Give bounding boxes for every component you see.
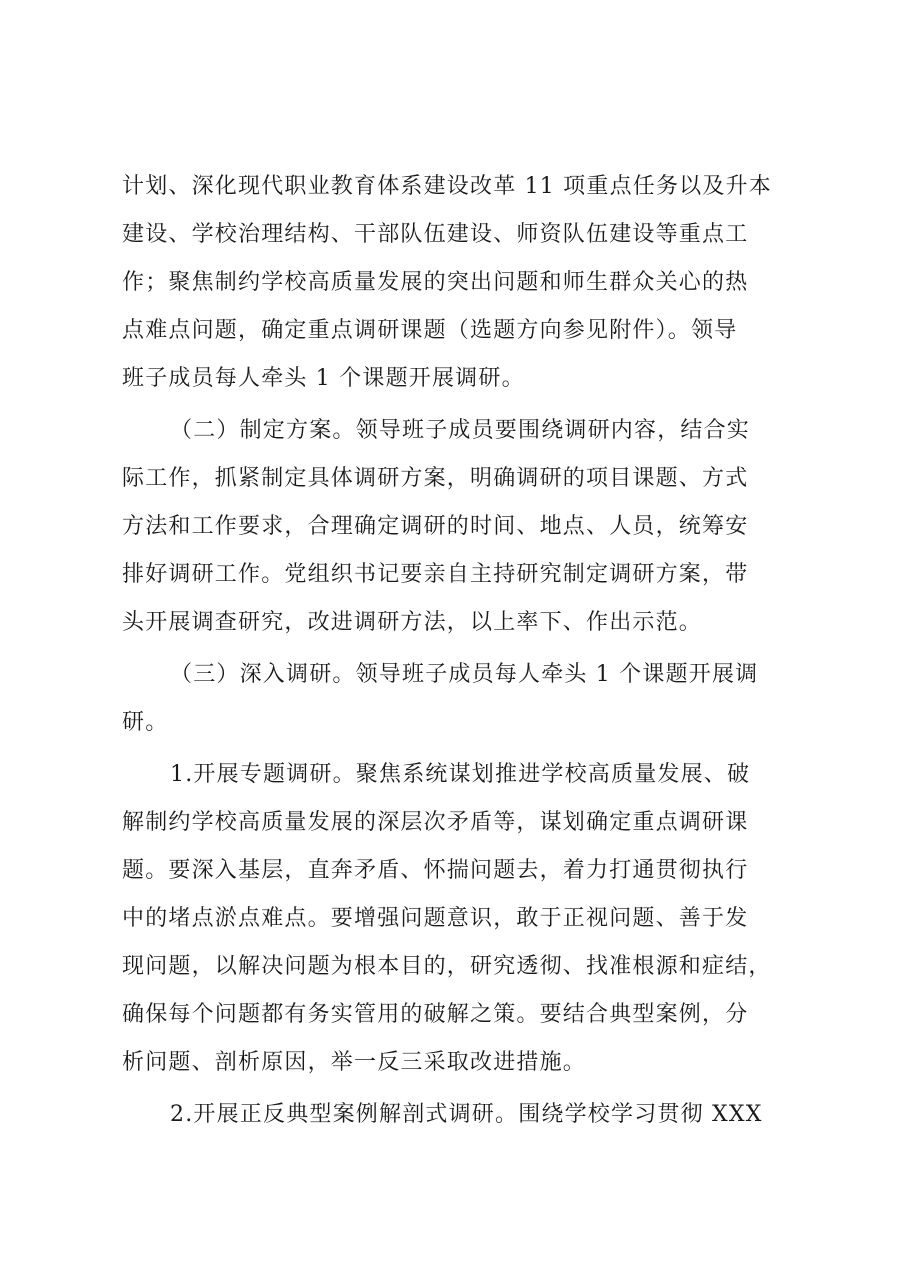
text-line: 研。 — [122, 710, 169, 735]
text-line: 排好调研工作。党组织书记要亲自主持研究制定调研方案，带 — [122, 562, 749, 587]
text-line: 作；聚焦制约学校高质量发展的突出问题和师生群众关心的热 — [122, 270, 749, 295]
paragraph-case-research — [122, 1091, 799, 1139]
text-line: 确保每个问题都有务实管用的破解之策。要结合典型案例，分 — [122, 1002, 749, 1027]
paragraph-topic-research — [122, 751, 799, 1087]
text-line: 班子成员每人牵头 1 个课题开展调研。 — [122, 366, 525, 391]
text-line: 建设、学校治理结构、干部队伍建设、师资队伍建设等重点工 — [122, 222, 749, 247]
text-line: 点难点问题，确定重点调研课题（选题方向参见附件）。领导 — [122, 318, 738, 343]
paragraph-planning-tasks — [122, 163, 799, 403]
paragraph-in-depth-research — [122, 651, 799, 747]
text-line: 解制约学校高质量发展的深层次矛盾等，谋划确定重点调研课 — [122, 810, 749, 835]
text-line: （三）深入调研。领导班子成员每人牵头 1 个课题开展调 — [170, 662, 759, 687]
paragraph-make-plan — [122, 407, 799, 647]
text-line: 题。要深入基层，直奔矛盾、怀揣问题去，着力打通贯彻执行 — [122, 858, 749, 883]
text-line: 2.开展正反典型案例解剖式调研。围绕学校学习贯彻 XXX — [170, 1102, 763, 1127]
text-line: 际工作，抓紧制定具体调研方案，明确调研的项目课题、方式 — [122, 466, 749, 491]
text-line: 计划、深化现代职业教育体系建设改革 11 项重点任务以及升本 — [122, 174, 772, 199]
text-line: （二）制定方案。领导班子成员要围绕调研内容，结合实 — [170, 418, 751, 443]
text-line: 头开展调查研究，改进调研方法，以上率下、作出示范。 — [122, 610, 703, 635]
document-body — [122, 163, 799, 1139]
text-line: 析问题、剖析原因，举一反三采取改进措施。 — [122, 1050, 587, 1075]
text-line: 中的堵点淤点难点。要增强问题意识，敢于正视问题、善于发 — [122, 906, 749, 931]
text-line: 方法和工作要求，合理确定调研的时间、地点、人员，统筹安 — [122, 514, 749, 539]
text-line: 1.开展专题调研。聚焦系统谋划推进学校高质量发展、破 — [170, 762, 751, 787]
text-line: 现问题，以解决问题为根本目的，研究透彻、找准根源和症结， — [122, 954, 772, 979]
